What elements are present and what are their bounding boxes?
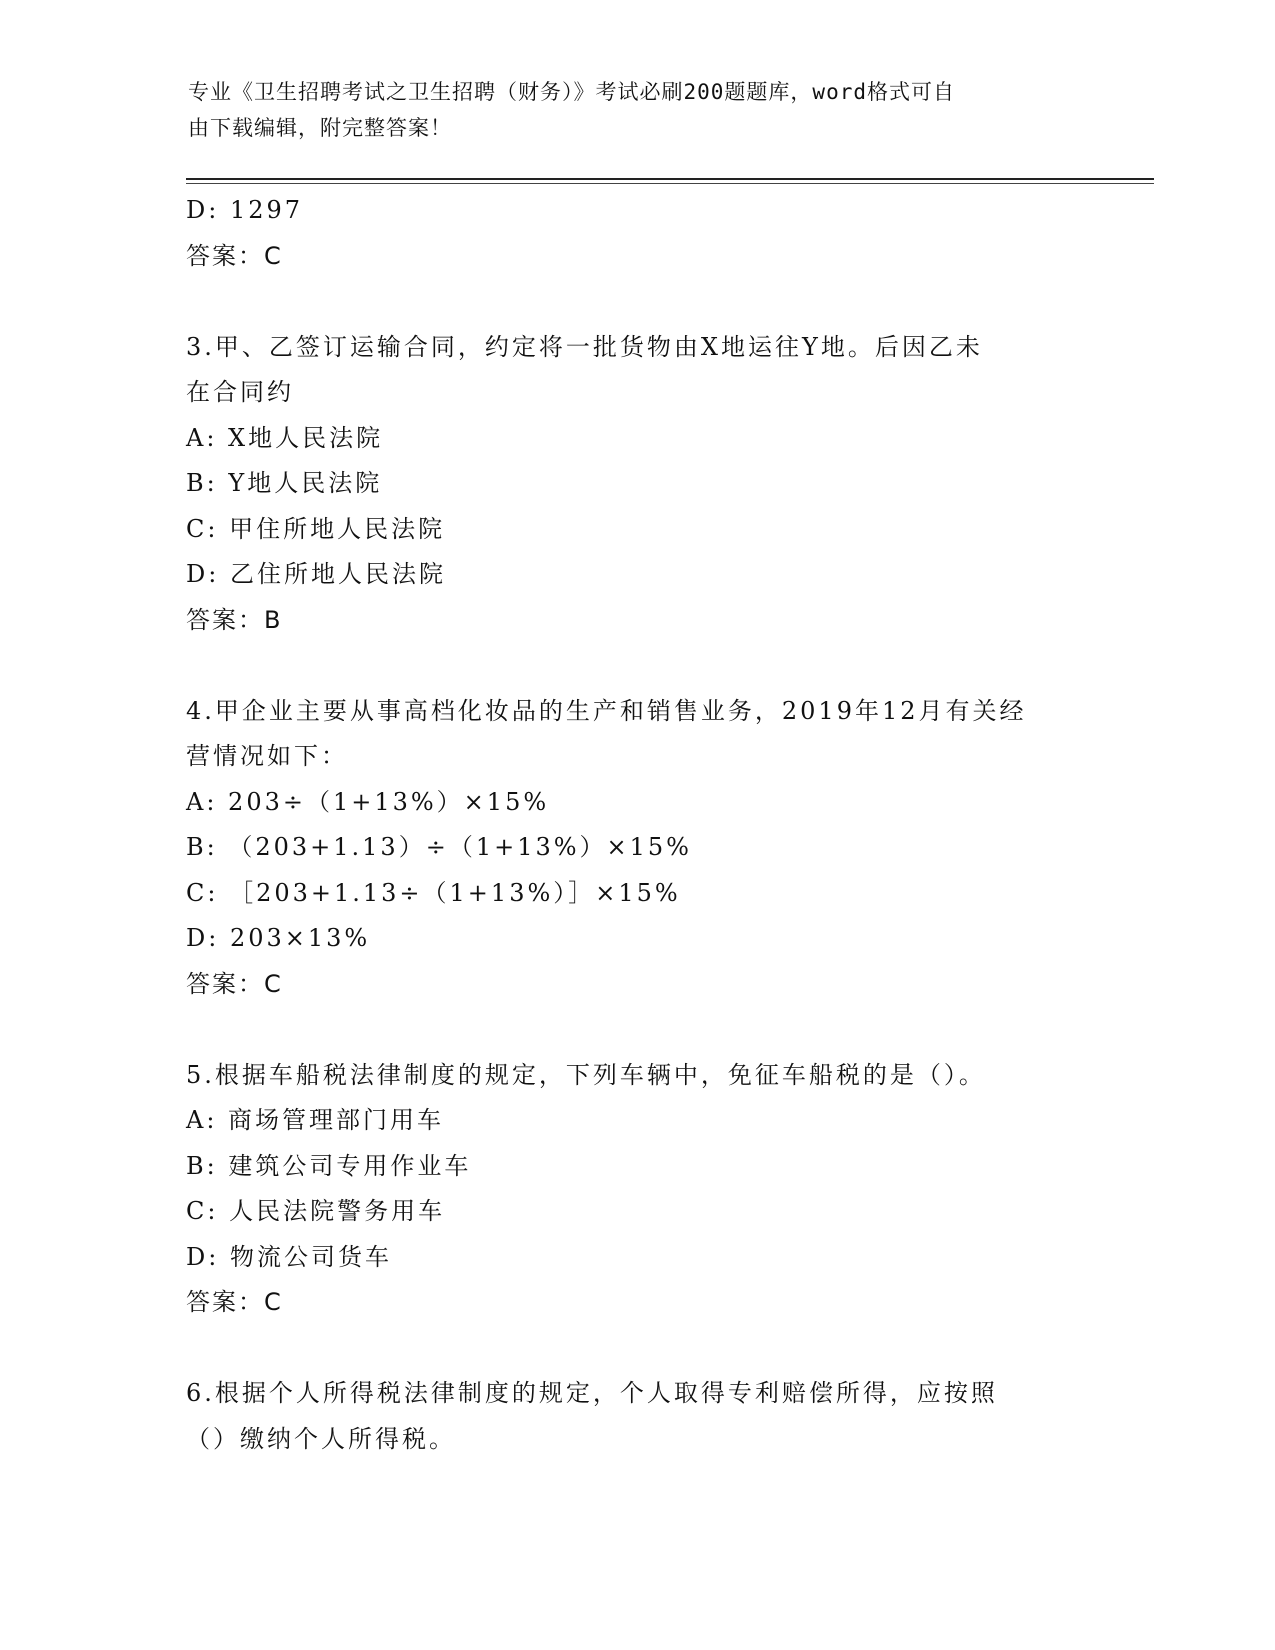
- question-3: [186, 325, 1086, 644]
- question-stem-continued: 营情况如下：: [186, 742, 348, 770]
- option-b: B: Y地人民法院: [186, 469, 383, 497]
- option-c: C: 人民法院警务用车: [186, 1197, 446, 1225]
- question-6: [186, 1371, 1086, 1462]
- question-5: [186, 1053, 1086, 1326]
- option-a: A: 203÷（1+13%）×15%: [186, 787, 550, 816]
- question-list: [186, 188, 1086, 1462]
- spacer: [186, 1007, 1086, 1053]
- option-d: D: 乙住所地人民法院: [186, 560, 446, 588]
- spacer: [186, 1326, 1086, 1372]
- answer-text: 答案：C: [186, 241, 283, 270]
- option-d: D: 物流公司货车: [186, 1242, 392, 1271]
- question-2-tail: [186, 188, 1086, 279]
- header-rule-thick: [186, 178, 1154, 180]
- question-4: [186, 689, 1086, 1008]
- option-b: B: 建筑公司专用作业车: [186, 1151, 472, 1180]
- spacer: [186, 279, 1086, 325]
- option-b: B: （203+1.13）÷（1+13%）×15%: [186, 833, 692, 861]
- question-stem-continued: （）缴纳个人所得税。: [186, 1424, 456, 1453]
- answer-text: 答案：B: [186, 605, 283, 634]
- option-c: C: 甲住所地人民法院: [186, 514, 446, 543]
- question-stem-continued: 在合同约: [186, 378, 294, 406]
- question-stem: 6.根据个人所得税法律制度的规定，个人取得专利赔偿所得，应按照: [186, 1379, 998, 1407]
- spacer: [186, 643, 1086, 689]
- question-stem: 5.根据车船税法律制度的规定，下列车辆中，免征车船税的是（）。: [186, 1060, 986, 1089]
- answer-text: 答案：C: [186, 969, 283, 998]
- question-stem: 4.甲企业主要从事高档化妆品的生产和销售业务，2019年12月有关经: [186, 696, 1027, 725]
- header-rule-thin: [186, 183, 1154, 184]
- option-d: D: 1297: [186, 196, 304, 224]
- document-header: [188, 74, 1068, 146]
- option-a: A: X地人民法院: [186, 423, 384, 452]
- answer-text: 答案：C: [186, 1288, 283, 1316]
- option-a: A: 商场管理部门用车: [186, 1106, 445, 1134]
- option-d: D: 203×13%: [186, 924, 371, 952]
- header-line-2: 由下载编辑，附完整答案！: [188, 116, 452, 140]
- option-c: C: ［203+1.13÷（1+13%）］×15%: [186, 878, 681, 907]
- question-stem: 3.甲、乙签订运输合同，约定将一批货物由X地运往Y地。后因乙未: [186, 332, 983, 361]
- header-line-1: 专业《卫生招聘考试之卫生招聘（财务）》考试必刷200题题库，word格式可自: [188, 80, 955, 104]
